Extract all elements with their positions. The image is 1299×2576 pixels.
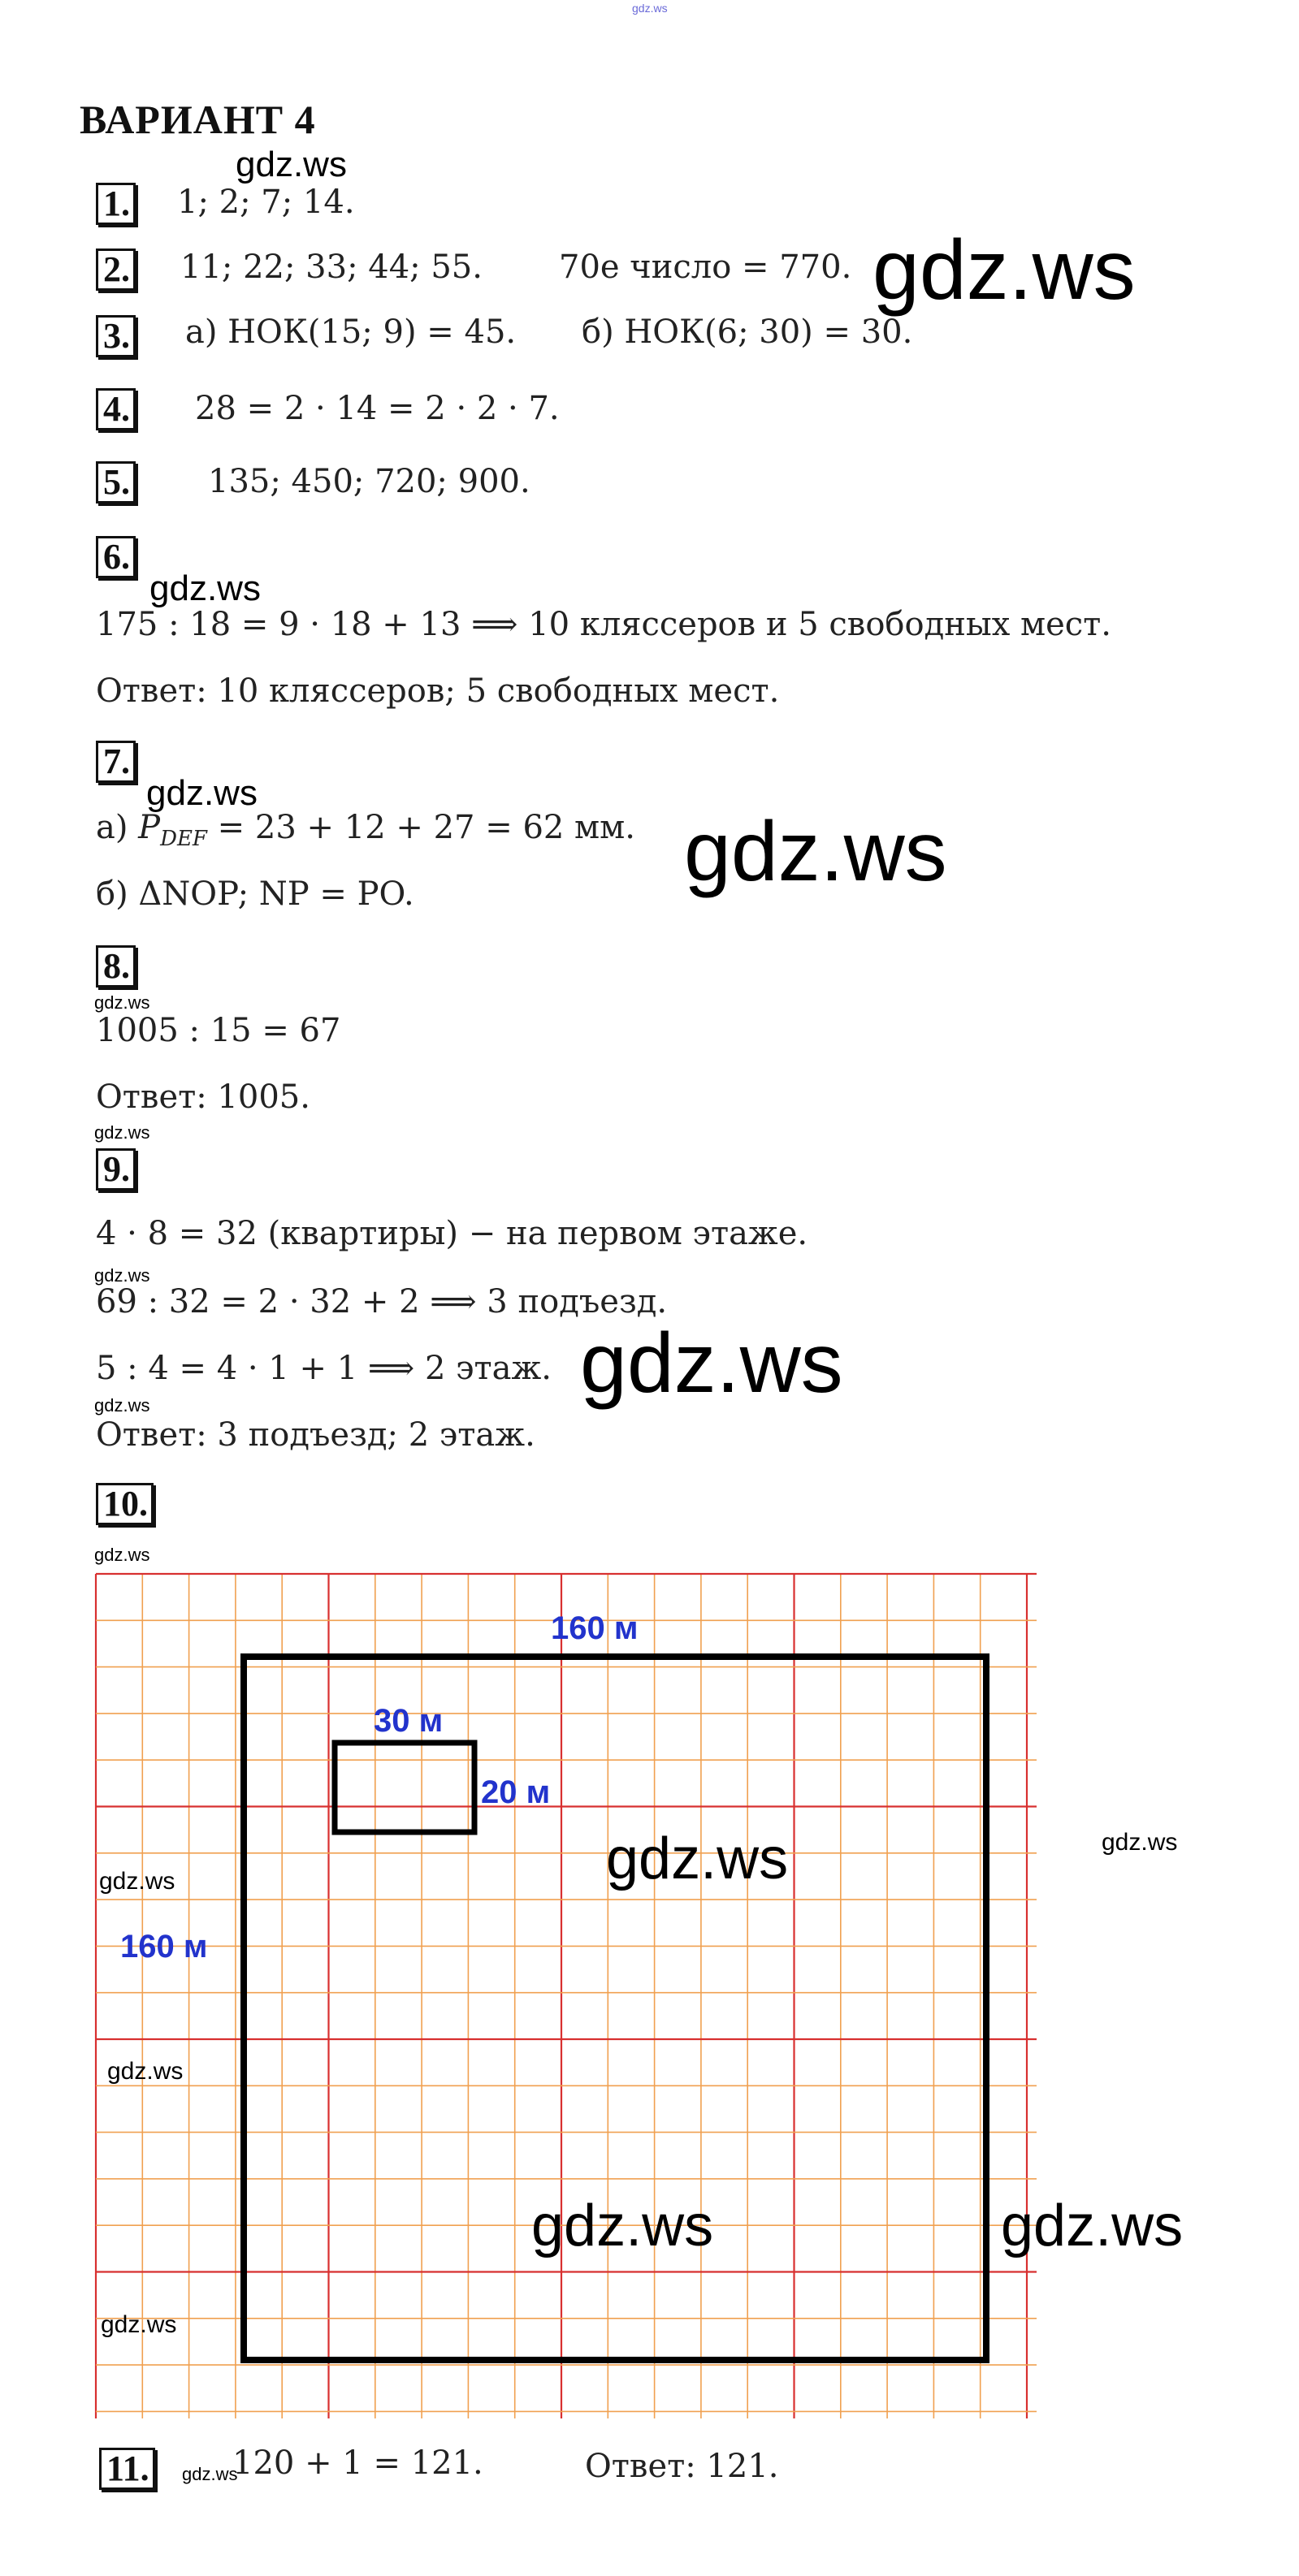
task-3-a: а) НОК(15; 9) = 45. xyxy=(185,313,517,351)
label-20: 20 м xyxy=(481,1774,551,1810)
watermark: gdz.ws xyxy=(236,145,347,184)
grid-lines xyxy=(96,1574,1037,2418)
task-2-number: 2. xyxy=(96,249,136,291)
watermark: gdz.ws xyxy=(580,1316,843,1411)
task-5-number: 5. xyxy=(96,461,136,504)
task-4-number: 4. xyxy=(96,388,136,430)
task-4-answer: 28 = 2 · 14 = 2 · 2 · 7. xyxy=(195,390,560,427)
task-6-answer: Ответ: 10 кляссеров; 5 свободных мест. xyxy=(96,672,780,710)
watermark: gdz.ws xyxy=(531,2193,714,2258)
small-rectangle xyxy=(335,1743,474,1832)
watermark: gdz.ws xyxy=(1001,2193,1184,2258)
task-3-number: 3. xyxy=(96,315,136,357)
task-9-number: 9. xyxy=(96,1148,136,1191)
label-top-160: 160 м xyxy=(551,1610,639,1646)
watermark: gdz.ws xyxy=(146,773,258,813)
label-30: 30 м xyxy=(374,1703,444,1739)
task-2-answer: 11; 22; 33; 44; 55. xyxy=(180,249,483,286)
label-left-160: 160 м xyxy=(120,1929,208,1964)
task-7-a: а) $P_{DEF} = 23 + 12 + 27 = 62$ мм. xyxy=(96,809,635,851)
task-1-answer: 1; 2; 7; 14. xyxy=(177,184,355,221)
task-8-line1: 1005 : 15 = 67 xyxy=(96,1012,341,1049)
watermark: gdz.ws xyxy=(94,1545,150,1565)
task-7-b: б) ΔNOP; NP = PO. xyxy=(96,875,414,913)
page-title: ВАРИАНТ 4 xyxy=(80,97,316,142)
task-9-line2: 69 : 32 = 2 · 32 + 2 ⟹ 3 подъезд. xyxy=(96,1283,668,1320)
watermark: gdz.ws xyxy=(101,2311,177,2338)
watermark: gdz.ws xyxy=(872,223,1136,318)
task-11-result: Ответ: 121. xyxy=(585,2448,779,2485)
task-2-extra: 70е число = 770. xyxy=(559,249,852,286)
task-11-answer: 120 + 1 = 121. xyxy=(232,2444,483,2482)
watermark: gdz.ws xyxy=(149,568,261,608)
task-1-number: 1. xyxy=(96,183,136,225)
task-11-number: 11. xyxy=(99,2448,155,2490)
task-10-number: 10. xyxy=(96,1483,154,1525)
task-8-number: 8. xyxy=(96,945,136,988)
watermark: gdz.ws xyxy=(606,1826,789,1891)
task-3-b: б) НОК(6; 30) = 30. xyxy=(582,313,913,351)
task-9-line3: 5 : 4 = 4 · 1 + 1 ⟹ 2 этаж. xyxy=(96,1350,552,1387)
task-6-number: 6. xyxy=(96,536,136,578)
watermark: gdz.ws xyxy=(94,992,150,1013)
task-8-answer: Ответ: 1005. xyxy=(96,1078,310,1116)
task-7-number: 7. xyxy=(96,741,136,783)
task-6-line1: 175 : 18 = 9 · 18 + 13 ⟹ 10 кляссеров и 5 свободных мест. xyxy=(96,606,1111,643)
watermark: gdz.ws xyxy=(94,1265,150,1286)
watermark: gdz.ws xyxy=(107,2058,184,2085)
watermark: gdz.ws xyxy=(1102,1829,1178,1856)
watermark: gdz.ws xyxy=(99,1868,175,1895)
task-9-line1: 4 · 8 = 32 (квартиры) − на первом этаже. xyxy=(96,1215,808,1252)
watermark: gdz.ws xyxy=(94,1122,150,1143)
task-9-answer: Ответ: 3 подъезд; 2 этаж. xyxy=(96,1416,535,1454)
watermark: gdz.ws xyxy=(684,805,947,899)
task-5-answer: 135; 450; 720; 900. xyxy=(208,463,530,500)
watermark-top: gdz.ws xyxy=(632,2,668,15)
watermark: gdz.ws xyxy=(182,2464,238,2484)
watermark: gdz.ws xyxy=(94,1395,150,1416)
